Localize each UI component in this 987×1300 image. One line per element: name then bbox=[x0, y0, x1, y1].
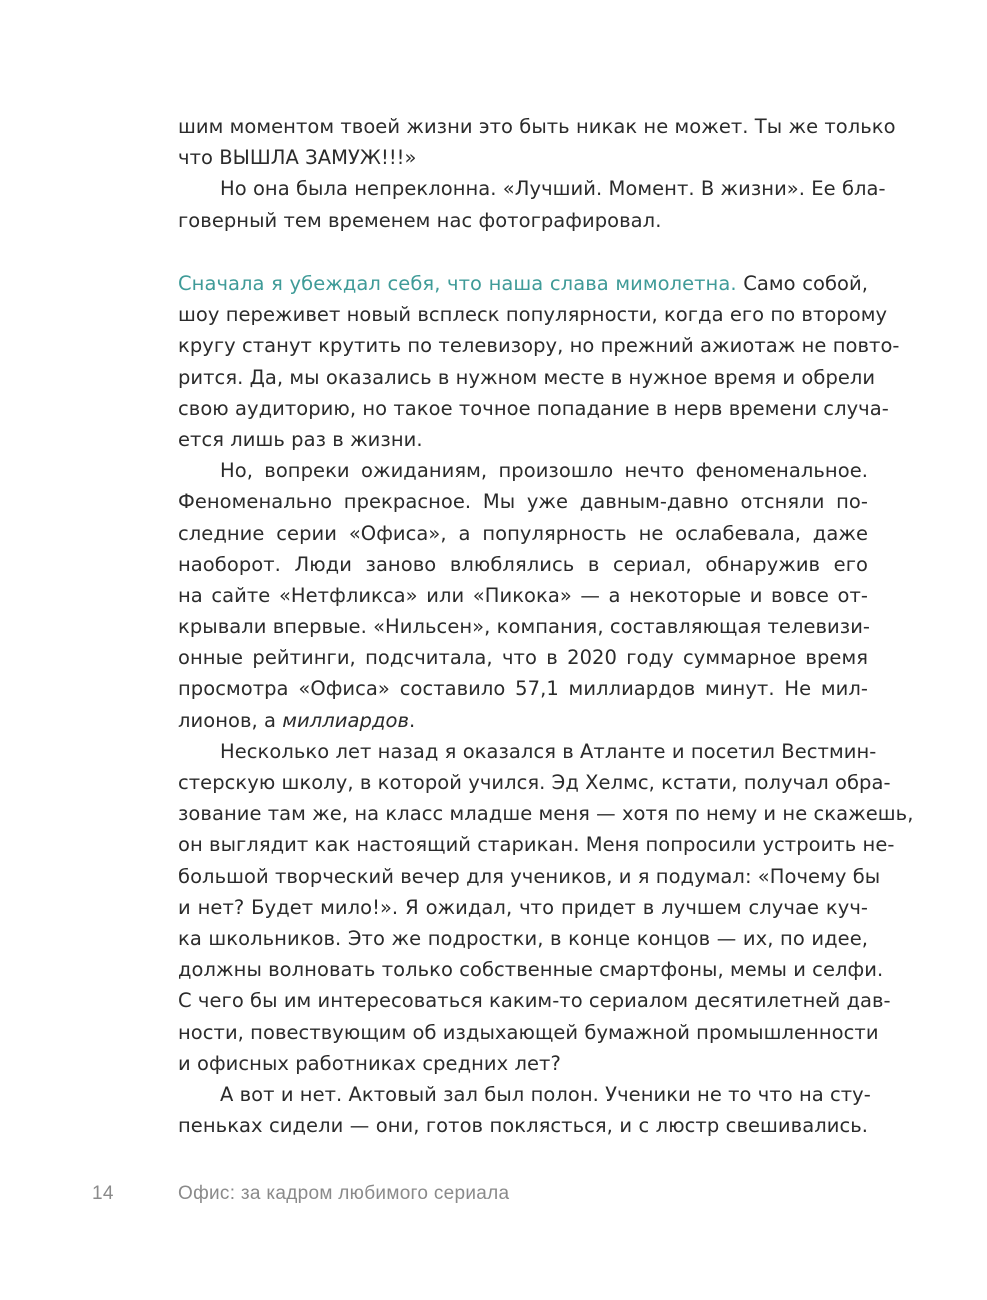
paragraph-continuation bbox=[178, 111, 896, 173]
text-line: пеньках сидели — они, готов поклясться, и с люстр свешивались. bbox=[178, 1114, 868, 1138]
text-line: зование там же, на класс младше меня — хотя по нему и не скажешь, bbox=[178, 802, 914, 826]
text-line: говерный тем временем нас фотографировал. bbox=[178, 208, 662, 232]
text-line: большой творческий вечер для учеников, и я подумал: «Почему бы bbox=[178, 864, 881, 888]
text-line: ется лишь раз в жизни. bbox=[178, 427, 423, 451]
text-line: Но, вопреки ожиданиям, произошло нечто феноменальное. bbox=[220, 459, 868, 483]
text-fragment: лионов, а bbox=[178, 708, 283, 732]
text-line: шоу переживет новый всплеск популярности, когда его по второму bbox=[178, 303, 888, 327]
highlight-sentence: Сначала я убеждал себя, что наша слава мимолетна. bbox=[178, 272, 737, 295]
text-line: наоборот. Люди заново влюблялись в сериал, обнаружив его bbox=[178, 552, 868, 576]
paragraph bbox=[178, 736, 914, 1079]
text-line bbox=[178, 705, 868, 736]
text-line: должны волновать только собственные смартфоны, мемы и селфи. bbox=[178, 958, 884, 982]
text-fragment: . bbox=[409, 708, 416, 732]
text-line: крывали впервые. «Нильсен», компания, составляющая телевизи- bbox=[178, 615, 871, 639]
text-block-main bbox=[178, 268, 914, 1141]
text-block-top bbox=[178, 111, 896, 236]
text-line bbox=[178, 268, 868, 299]
text-line: кругу станут крутить по телевизору, но прежний ажиотаж не повто- bbox=[178, 334, 900, 358]
text-line: Несколько лет назад я оказался в Атланте и посетил Вестмин- bbox=[220, 739, 877, 763]
running-title: Офис: за кадром любимого сериала bbox=[178, 1183, 510, 1204]
paragraph bbox=[178, 173, 886, 235]
text-line: он выглядит как настоящий старикан. Меня попросили устроить не- bbox=[178, 833, 895, 857]
paragraph bbox=[178, 1079, 871, 1141]
text-line: ка школьников. Это же подростки, в конце концов — их, по идее, bbox=[178, 926, 868, 950]
text-line: свою аудиторию, но такое точное попадание в нерв времени случа- bbox=[178, 396, 889, 420]
text-line: стерскую школу, в которой учился. Эд Хелмс, кстати, получал обра- bbox=[178, 771, 891, 794]
page-number: 14 bbox=[92, 1183, 114, 1204]
emphasis-word: миллиардов bbox=[282, 708, 410, 732]
paragraph bbox=[178, 455, 871, 736]
text-line: рится. Да, мы оказались в нужном месте в нужное время и обрели bbox=[178, 365, 876, 389]
text-line: Феноменально прекрасное. Мы уже давным-давно отсняли по- bbox=[178, 490, 868, 514]
text-line: С чего бы им интересоваться каким-то сериалом десятилетней дав- bbox=[178, 989, 891, 1013]
text-line: что ВЫШЛА ЗАМУЖ!!!» bbox=[178, 146, 417, 170]
text-line: и нет? Будет мило!». Я ожидал, что придет в лучшем случае куч- bbox=[178, 895, 868, 919]
text-line: просмотра «Офиса» составило 57,1 миллиардов минут. Не мил- bbox=[178, 677, 868, 701]
text-line: ности, повествующим об издыхающей бумажной промышленности bbox=[178, 1020, 879, 1044]
text-line: и офисных работниках средних лет? bbox=[178, 1051, 561, 1075]
text-line: на сайте «Нетфликса» или «Пикока» — а некоторые и вовсе от- bbox=[178, 583, 868, 607]
text-line: А вот и нет. Актовый зал был полон. Ученики не то что на сту- bbox=[220, 1082, 871, 1106]
text-line: онные рейтинги, подсчитала, что в 2020 году суммарное время bbox=[178, 646, 868, 670]
text-line: следние серии «Офиса», а популярность не ослабевала, даже bbox=[178, 521, 868, 545]
text-fragment: Само собой, bbox=[743, 272, 868, 295]
paragraph-section-start bbox=[178, 268, 900, 455]
text-line: шим моментом твоей жизни это быть никак не может. Ты же только bbox=[178, 115, 896, 138]
text-line: Но она была непреклонна. «Лучший. Момент. В жизни». Ее бла- bbox=[220, 177, 886, 201]
